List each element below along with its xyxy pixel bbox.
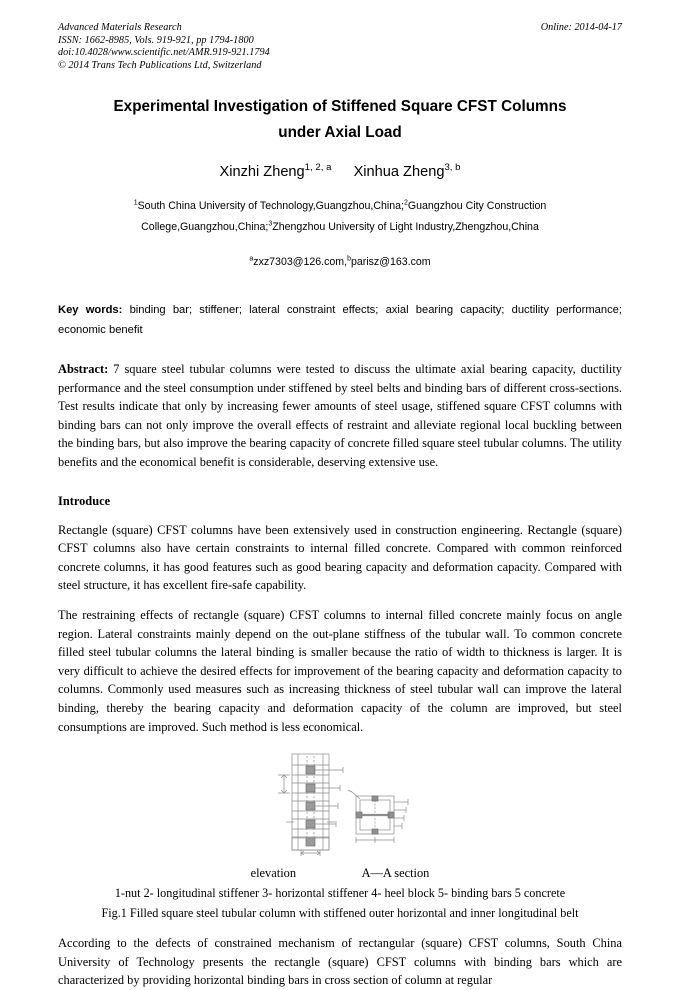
journal-masthead — [58, 22, 622, 72]
journal-name: Advanced Materials Research — [58, 22, 182, 33]
title-line-2: under Axial Load — [278, 124, 402, 141]
affiliation-marker-1: 1 — [133, 199, 138, 207]
affiliation-1-text: South China University of Technology,Guangzhou,China; — [137, 200, 404, 212]
introduce-paragraph-3: According to the defects of constrained mechanism of rectangular (square) CFST columns, South China University of Technology presents the rectangle (square) CFST columns with binding bars which are characterized by providing horizontal binding bars in cross section of column at regular — [58, 935, 622, 988]
journal-header — [58, 22, 622, 78]
abstract-block — [58, 360, 622, 472]
figure-subcaption-section: A—A section — [361, 866, 430, 881]
affiliation-marker-2: 2 — [404, 199, 408, 207]
figure-subcaption-elevation: elevation — [250, 866, 297, 881]
affiliation-line-2 — [58, 217, 622, 238]
introduce-paragraph-1: Rectangle (square) CFST columns have been extensively used in construction engineering. Rectangle (square) CFST columns also have certain constraints to internal filled concrete. Compared with common reinforced concrete columns, it has good features such as good bearing capacity and deformation capacity. Compared with steel structure, it has excellent fire-safe capability. — [58, 522, 622, 593]
affiliation-2-text-part2: College,Guangzhou,China; — [141, 221, 269, 233]
figure-1 — [58, 750, 622, 922]
email-marker-b: b — [347, 255, 351, 263]
author-1-name: Xinzhi Zheng — [219, 164, 305, 180]
online-date: Online: 2014-04-17 — [540, 22, 622, 33]
keywords-text: binding bar; stiffener; lateral constraint effects; axial bearing capacity; ductility performance; economic benefit — [58, 304, 623, 336]
figure-caption: Fig.1 Filled square steel tubular column with stiffened outer horizontal and inner longitudinal belt — [101, 905, 579, 920]
journal-copyright: © 2014 Trans Tech Publications Ltd, Switzerland — [58, 59, 262, 71]
figure-1-drawing — [268, 750, 413, 862]
page-title — [58, 94, 622, 146]
author-2-name: Xinhua Zheng — [353, 164, 445, 180]
keywords-block — [58, 301, 622, 340]
abstract-text: 7 square steel tubular columns were tested to discuss the ultimate axial bearing capacity, ductility performance and the steel consumption under stiffened by steel belts and binding bars of different cross-sections. Test results indicate that only by increasing fewer amounts of steel usage, stiffened square CFST columns with binding bars can not only improve the overall effects of restraint and alleviate regional local buckling between the binding bars, but also improve the bearing capacity of concrete filled square steel tubular columns. The utility benefits and the economical benefit is considerable, deserving extensive use. — [58, 362, 622, 469]
email-b[interactable]: parisz@163.com — [350, 256, 431, 268]
email-a[interactable]: zxz7303@126.com, — [253, 256, 348, 268]
email-marker-a: a — [249, 255, 254, 263]
keywords-label: Key words: — [58, 304, 123, 316]
affiliation-3-text: Zhengzhou University of Light Industry,Zhengzhou,China — [272, 221, 539, 233]
title-line-1: Experimental Investigation of Stiffened Square CFST Columns — [113, 98, 567, 115]
author-emails — [58, 252, 622, 273]
affiliation-2-text-part1: Guangzhou City Construction — [407, 200, 547, 212]
section-heading-introduce: Introduce — [58, 493, 111, 508]
journal-issn: ISSN: 1662-8985, Vols. 919-921, pp 1794-1800 — [58, 34, 254, 46]
author-list — [58, 162, 622, 182]
author-2-affiliation-marks: 3, b — [444, 162, 461, 174]
author-1 — [219, 164, 331, 180]
journal-doi: doi:10.4028/www.scientific.net/AMR.919-921.1794 — [58, 47, 270, 59]
figure-legend: 1-nut 2- longitudinal stiffener 3- horizontal stiffener 4- heel block 5- binding bars 5 concrete — [114, 886, 566, 901]
author-2 — [354, 164, 461, 180]
affiliation-marker-3: 3 — [268, 220, 273, 228]
affiliation-line-1 — [58, 196, 622, 217]
introduce-paragraph-2: The restraining effects of rectangle (square) CFST columns to internal filled concrete mainly focus on angle region. Lateral constraints mainly depend on the out-plane stiffness of the tubular wall. To common concrete filled steel tubular columns the lateral binding is smaller because the ratio of width to thickness is larger. It is very difficult to achieve the desired effects for improvement of the bearing capacity and deformation capacity to columns. Commonly used measures such as increasing thickness of steel tubular wall can improve the lateral binding, thereby the bearing capacity and deformation capacity of the column are improved, but steel consumptions are improved. Such method is less economical. — [58, 607, 622, 734]
author-1-affiliation-marks: 1, 2, a — [304, 162, 332, 174]
figure-subcaptions — [58, 864, 622, 882]
affiliation-block — [58, 196, 622, 238]
abstract-label: Abstract: — [58, 362, 109, 376]
